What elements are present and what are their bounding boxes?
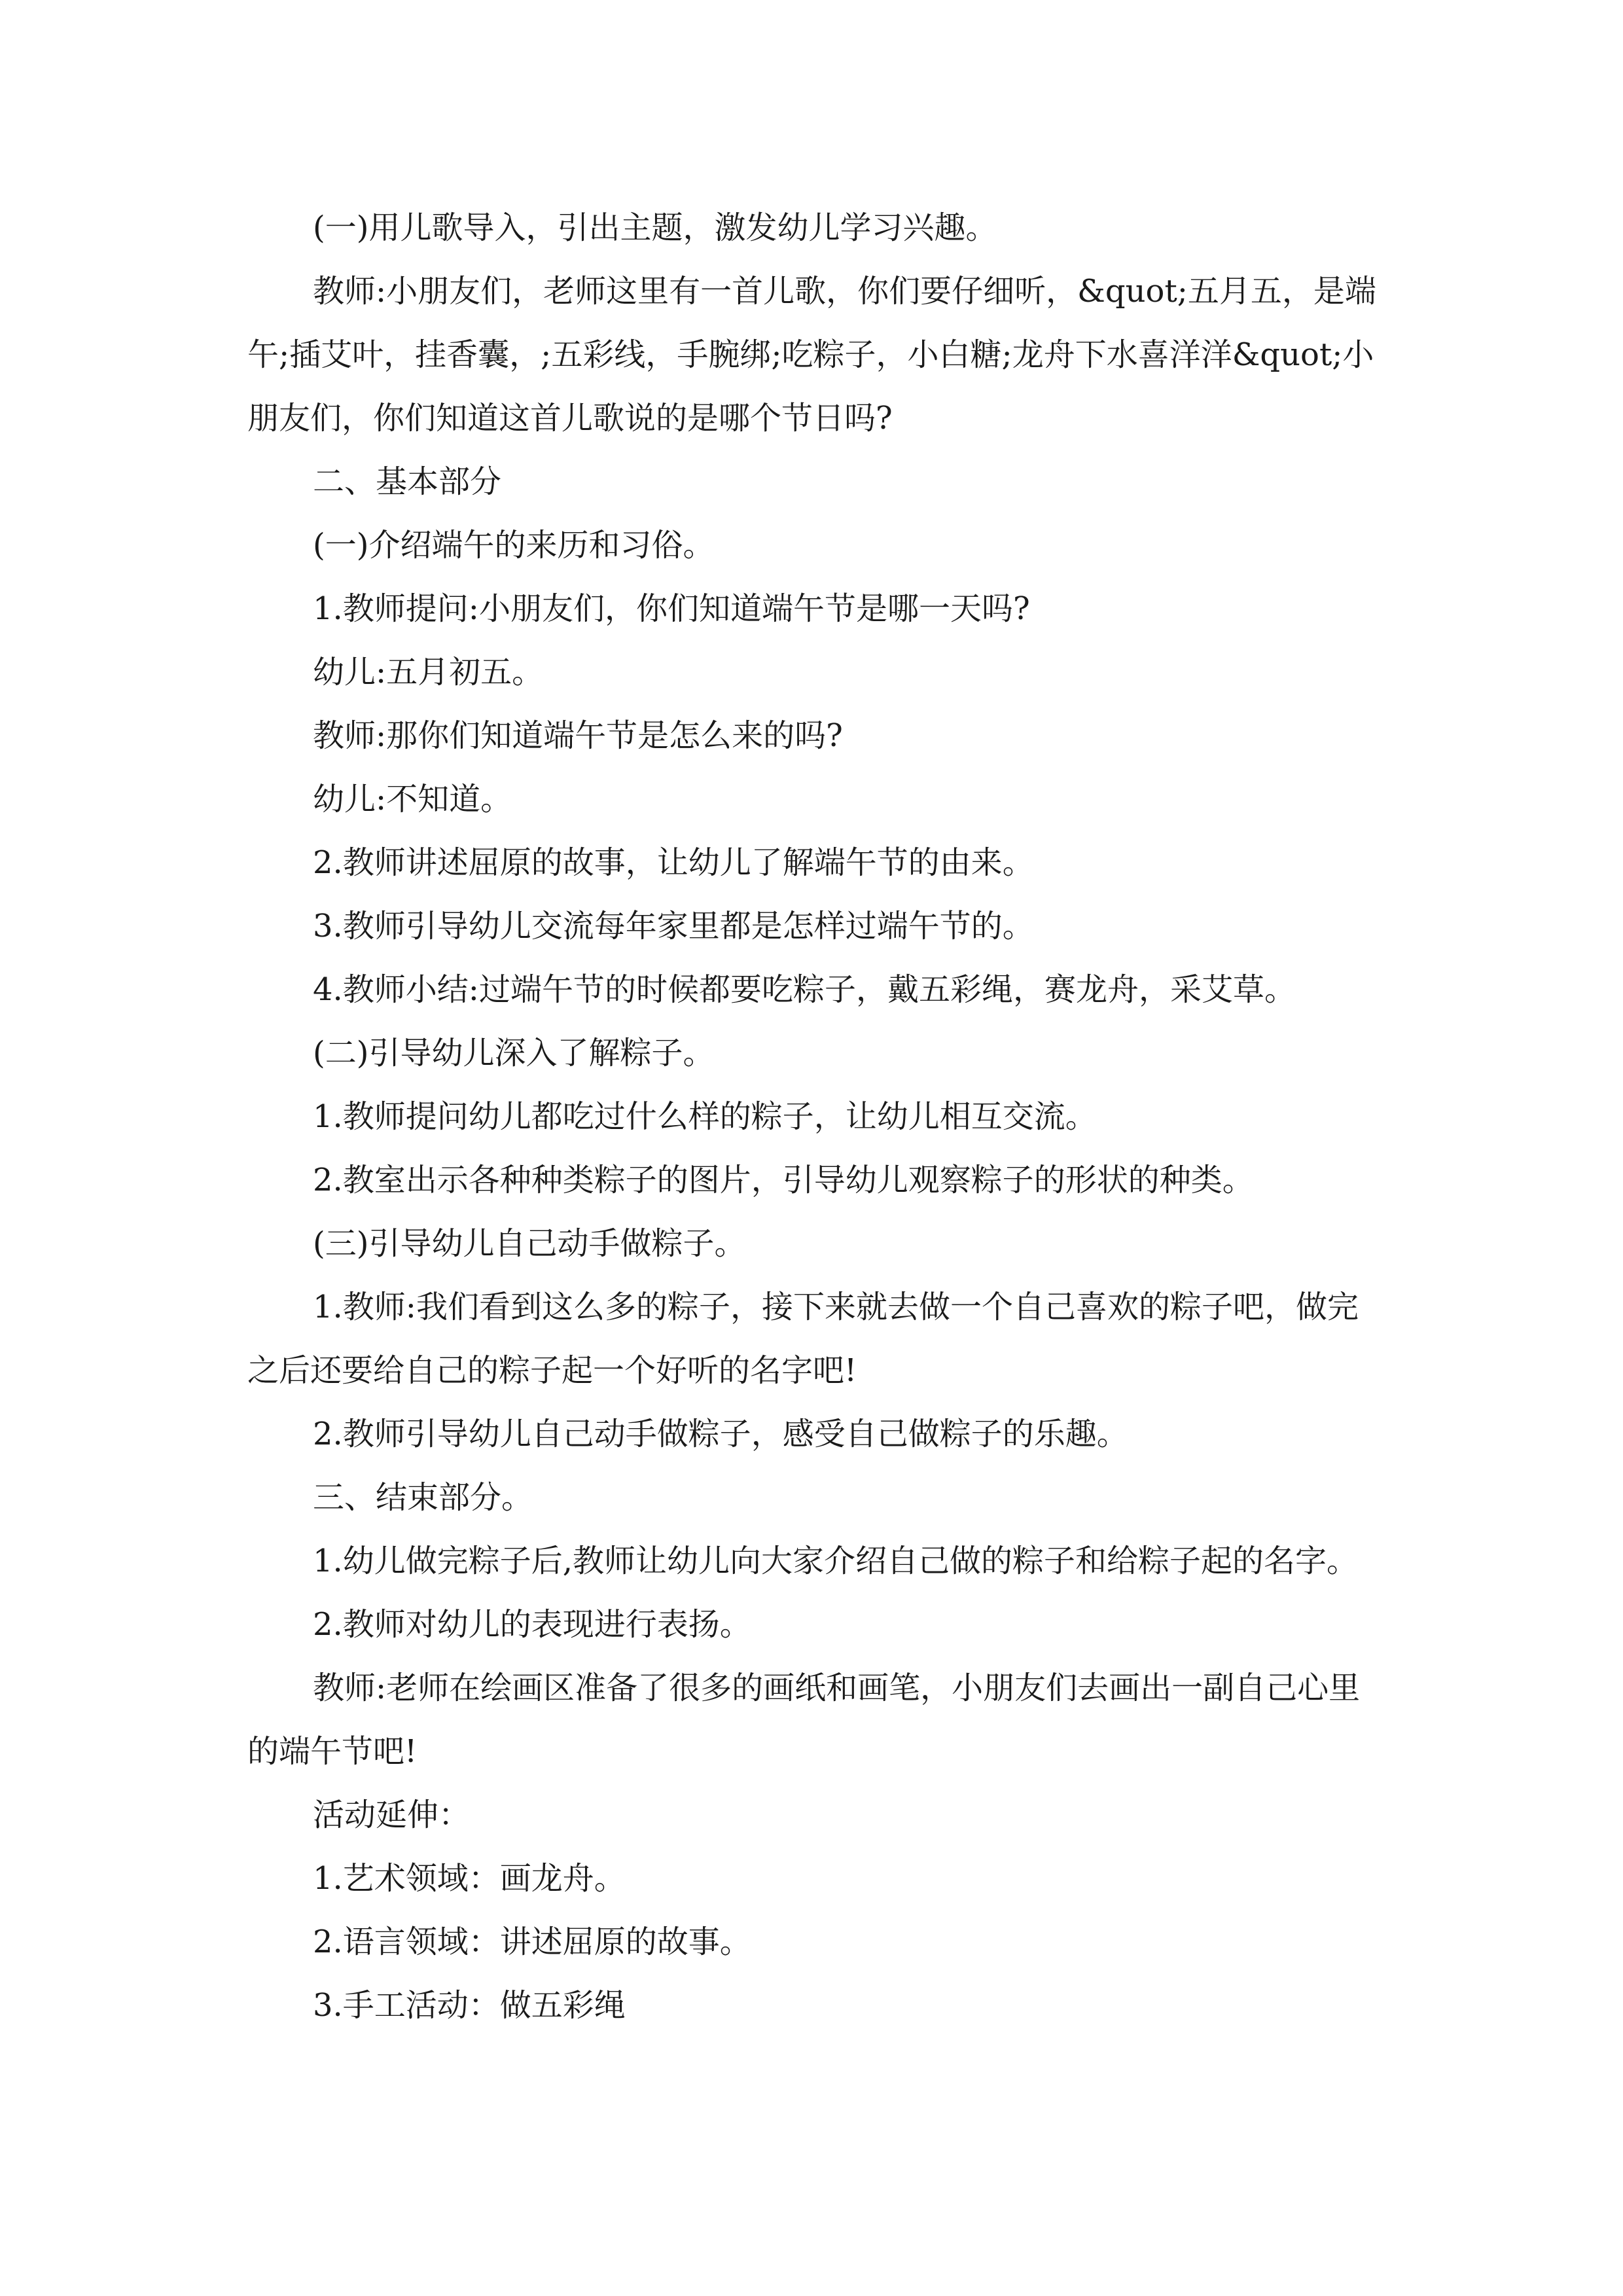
- paragraph: 2.教室出示各种种类粽子的图片，引导幼儿观察粽子的形状的种类。: [313, 1162, 1254, 1198]
- paragraph: (一)用儿歌导入，引出主题，激发幼儿学习兴趣。: [313, 209, 997, 246]
- paragraph: 3.教师引导幼儿交流每年家里都是怎样过端午节的。: [313, 908, 1034, 944]
- document-body: [247, 196, 1380, 2037]
- paragraph: (二)引导幼儿深入了解粽子。: [313, 1035, 715, 1071]
- paragraph: 1.教师提问幼儿都吃过什么样的粽子，让幼儿相互交流。: [313, 1098, 1097, 1135]
- paragraph: 教师:小朋友们，老师这里有一首儿歌，你们要仔细听，&quot;五月五，是端午;插艾叶，挂香囊，;五彩线，手腕绑;吃粽子，小白糖;龙舟下水喜洋洋&quot;小朋友们，你们知道这首儿歌说的是哪个节日吗?: [247, 273, 1376, 437]
- paragraph: 教师:那你们知道端午节是怎么来的吗?: [313, 717, 843, 754]
- list-item: 2.语言领域：讲述屈原的故事。: [313, 1924, 751, 1960]
- paragraph: 2.教师讲述屈原的故事，让幼儿了解端午节的由来。: [313, 844, 1034, 881]
- paragraph: (三)引导幼儿自己动手做粽子。: [313, 1225, 746, 1262]
- paragraph: 4.教师小结:过端午节的时候都要吃粽子，戴五彩绳，赛龙舟，采艾草。: [313, 971, 1296, 1008]
- paragraph: 教师:老师在绘画区准备了很多的画纸和画笔，小朋友们去画出一副自己心里的端午节吧!: [247, 1670, 1361, 1770]
- paragraph: 幼儿:不知道。: [313, 781, 512, 817]
- paragraph: 幼儿:五月初五。: [313, 654, 544, 691]
- paragraph: 1.教师提问:小朋友们，你们知道端午节是哪一天吗?: [313, 590, 1030, 627]
- list-item: 3.手工活动：做五彩绳: [313, 1987, 626, 2024]
- section-heading: 三、结束部分。: [313, 1479, 533, 1516]
- paragraph: (一)介绍端午的来历和习俗。: [313, 527, 715, 564]
- paragraph: 1.教师:我们看到这么多的粽子，接下来就去做一个自己喜欢的粽子吧，做完之后还要给自己的粽子起一个好听的名字吧!: [247, 1289, 1359, 1389]
- list-item: 1.艺术领域：画龙舟。: [313, 1860, 626, 1897]
- paragraph: 活动延伸：: [313, 1797, 471, 1833]
- paragraph: 2.教师对幼儿的表现进行表扬。: [313, 1606, 751, 1643]
- section-heading: 二、基本部分: [313, 463, 502, 500]
- paragraph: 1.幼儿做完粽子后,教师让幼儿向大家介绍自己做的粽子和给粽子起的名字。: [313, 1543, 1359, 1579]
- paragraph: 2.教师引导幼儿自己动手做粽子，感受自己做粽子的乐趣。: [313, 1416, 1128, 1452]
